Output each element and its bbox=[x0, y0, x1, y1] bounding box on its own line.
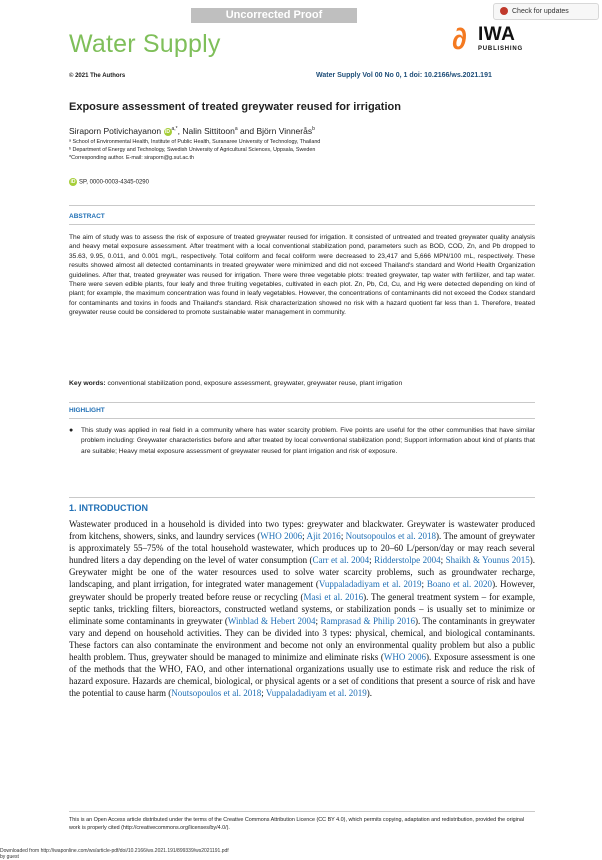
reference-link[interactable]: WHO 2006 bbox=[383, 652, 427, 663]
download-url[interactable]: Downloaded from http://iwaponline.com/ws/article-pdf/doi/10.2166/ws.2021.191/899339/ws2021191.pdf bbox=[0, 848, 229, 854]
intro-text-segment: ). The contaminants in greywater vary and depend on household activities. They can be divided into 3 types: physical, chemical, and biological contaminants. These factors can also contaminate the environment and become not only an environmental quality problem but also a public health problem. Thus, greywater should be managed to minimize and eliminate risks ( bbox=[69, 615, 535, 663]
divider bbox=[69, 224, 535, 225]
divider bbox=[69, 402, 535, 403]
intro-text-segment: ; bbox=[261, 688, 266, 699]
reference-link[interactable]: Carr et al. 2004 bbox=[312, 555, 370, 566]
reference-link[interactable]: Vuppaladadiyam et al. 2019 bbox=[265, 688, 367, 699]
intro-text-segment: ; bbox=[340, 531, 346, 542]
check-for-updates-button[interactable] bbox=[493, 3, 599, 20]
copyright: © 2021 The Authors bbox=[69, 73, 126, 79]
intro-text-segment: ; bbox=[369, 555, 375, 566]
check-for-updates-label: Check for updates bbox=[512, 8, 569, 15]
keywords-list: conventional stabilization pond, exposure assessment, greywater, greywater reuse, plant irrigation bbox=[105, 380, 403, 387]
abstract-text: The aim of study was to assess the risk of exposure of treated greywater reused for irrigation. It consisted of untreated and treated greywater quality analysis and heavy metal exposure assessment. After treatment with a local conventional stabilization pond, parameters such as BOD, COD, Zn, and Pb dropped to 35.63, 9.95, 0.011, and 0.001 mg/L, respectively. Total coliform and fecal coliform were decreased to 23,417 and 5,666 MPN/100 mL, respectively. These results showed almost all detected contaminants in treated greywater were minimized and did not exceed Thailand's standard and World Health Organization guidelines. After that, treated greywater was reused for irrigation. There were three vegetable plots: treated greywater, tap water with fertilizer, and tap water. There were seven edible plants, four leafy and three fruiting vegetables, cultivated in each plot. Zn, Pb, Cd, Cu, and Hg were detected depending on kind of plant; for example, the maximum concentration was found in leafy vegetables. However, the concentrations of contaminants did not exceed the Codex standard for contaminants and toxins in foods and Thailand's standard. Risk characterization showed no risk with a hazard quotient far less than 1. Therefore, treated greywater reuse could be considered to promote sustainable water management in community. bbox=[69, 234, 535, 317]
highlight-item bbox=[69, 426, 535, 457]
corresponding-author: *Corresponding author. E-mail: siraporn@g.sut.ac.th bbox=[69, 155, 195, 161]
intro-text-segment: ). The amount of greywater is approximately 55–75% of the total household wastewater, which produces up to 20–60 L/person/day or may reach several hundred liters a day depending on the level of water consumption ( bbox=[69, 531, 535, 566]
reference-link[interactable]: Shaikh & Younus 2015 bbox=[445, 555, 530, 566]
open-access-icon: ∂ bbox=[452, 23, 467, 56]
introduction-text bbox=[69, 518, 535, 699]
journal-name: Water Supply bbox=[69, 30, 221, 58]
reference-link[interactable]: Ramprasad & Philip 2016 bbox=[320, 615, 415, 626]
keywords bbox=[69, 380, 535, 387]
crossmark-icon bbox=[500, 7, 508, 15]
reference-link[interactable]: Noutsopoulos et al. 2018 bbox=[171, 688, 262, 699]
divider bbox=[69, 205, 535, 206]
divider bbox=[69, 418, 535, 419]
affiliation-a: ᵃ School of Environmental Health, Institute of Public Health, Suranaree University of Technology, Thailand bbox=[69, 139, 321, 145]
orcid-icon[interactable]: iD bbox=[165, 128, 171, 135]
affiliation-b: ᵇ Department of Energy and Technology, Swedish University of Agricultural Sciences, Uppsala, Sweden bbox=[69, 147, 316, 153]
keywords-label: Key words: bbox=[69, 380, 106, 387]
uncorrected-proof-banner: Uncorrected Proof bbox=[191, 8, 357, 23]
logo-publishing: PUBLISHING bbox=[478, 46, 524, 52]
author-affiliation-mark: a,* bbox=[171, 126, 178, 133]
intro-text-segment: ; bbox=[315, 615, 321, 626]
reference-link[interactable]: Ridderstolpe 2004 bbox=[374, 555, 441, 566]
reference-link[interactable]: Winblad & Hebert 2004 bbox=[227, 615, 316, 626]
reference-link[interactable]: Ajit 2016 bbox=[306, 531, 341, 542]
orcid-id[interactable]: SP, 0000-0003-4345-0290 bbox=[79, 179, 149, 186]
author-name[interactable]: , Nalin Sittitoon bbox=[177, 126, 235, 136]
intro-text-segment: ; bbox=[421, 579, 427, 590]
intro-text-segment: ). The general treatment system – for example, septic tanks, trickling filters, bioreactors, constructed wetland systems, or stabilization ponds – is usually set to minimize or eliminate some contaminants in greywater ( bbox=[69, 591, 535, 626]
reference-link[interactable]: Masi et al. 2016 bbox=[303, 591, 364, 602]
divider bbox=[69, 811, 535, 812]
divider bbox=[69, 497, 535, 498]
intro-text-segment: ). Greywater might be one of the water resources used to solve water scarcity problems, such as groundwater recharge, landscaping, and plant irrigation, for integrated water management ( bbox=[69, 555, 535, 590]
article-title: Exposure assessment of treated greywater reused for irrigation bbox=[69, 101, 401, 113]
abstract-heading: ABSTRACT bbox=[69, 213, 105, 220]
author-list bbox=[69, 126, 315, 136]
highlight-text: This study was applied in real field in a community where has water scarcity problem. Five points are useful for the other communities that have similar problem including: Greywater characteristics before and after treated by local conventional stabilization pond; Support information about kind of plants that are suitable; Heavy metal exposure assessment of greywater reused for plant irrigation and risk of exposure. bbox=[81, 427, 535, 455]
iwa-publishing-logo[interactable] bbox=[452, 24, 532, 62]
reference-link[interactable]: Noutsopoulos et al. 2018 bbox=[345, 531, 436, 542]
reference-link[interactable]: Vuppaladadiyam et al. 2019 bbox=[318, 579, 422, 590]
reference-link[interactable]: Boano et al. 2020 bbox=[426, 579, 493, 590]
author-name[interactable]: Siraporn Potivichayanon bbox=[69, 126, 162, 136]
highlight-heading: HIGHLIGHT bbox=[69, 407, 105, 414]
author-affiliation-mark: a bbox=[234, 126, 238, 133]
orcid-line bbox=[69, 178, 149, 186]
download-by: by guest bbox=[0, 854, 19, 860]
author-affiliation-mark: b bbox=[312, 126, 315, 133]
download-footer bbox=[0, 848, 229, 860]
citation-doi[interactable]: Water Supply Vol 00 No 0, 1 doi: 10.2166/ws.2021.191 bbox=[316, 72, 492, 79]
introduction-heading: 1. INTRODUCTION bbox=[69, 503, 149, 513]
intro-text-segment: ; bbox=[440, 555, 446, 566]
bullet-icon: ● bbox=[69, 427, 74, 434]
intro-text-segment: ). Exposure assessment is one of the methods that the WHO, FAO, and other international organizations usually use to estimate risk and reduce the risk of hazard exposure. Hazards are chemical, biological, or physical agents or a set of conditions that present a source of risk and have the potential to cause harm ( bbox=[69, 652, 535, 699]
intro-text-segment: ; bbox=[302, 531, 307, 542]
license-note: This is an Open Access article distributed under the terms of the Creative Commons Attribution Licence (CC BY 4.0), which permits copying, adaptation and redistribution, provided the original work is properly cited (http://creativecommons.org/licenses/by/4.0/). bbox=[69, 817, 525, 831]
intro-text-segment: Wastewater produced in a household is divided into two types: greywater and blackwater. Greywater is wastewater produced from kitchens, showers, sinks, and laundry services ( bbox=[69, 519, 535, 542]
intro-text-segment: ). However, greywater should be properly treated before reuse or recycling ( bbox=[69, 579, 535, 602]
orcid-icon: iD bbox=[70, 179, 76, 185]
author-name[interactable]: and Björn Vinnerås bbox=[237, 126, 313, 136]
intro-text-segment: ). bbox=[366, 688, 372, 699]
logo-brand: IWA bbox=[478, 24, 516, 45]
reference-link[interactable]: WHO 2006 bbox=[260, 531, 303, 542]
